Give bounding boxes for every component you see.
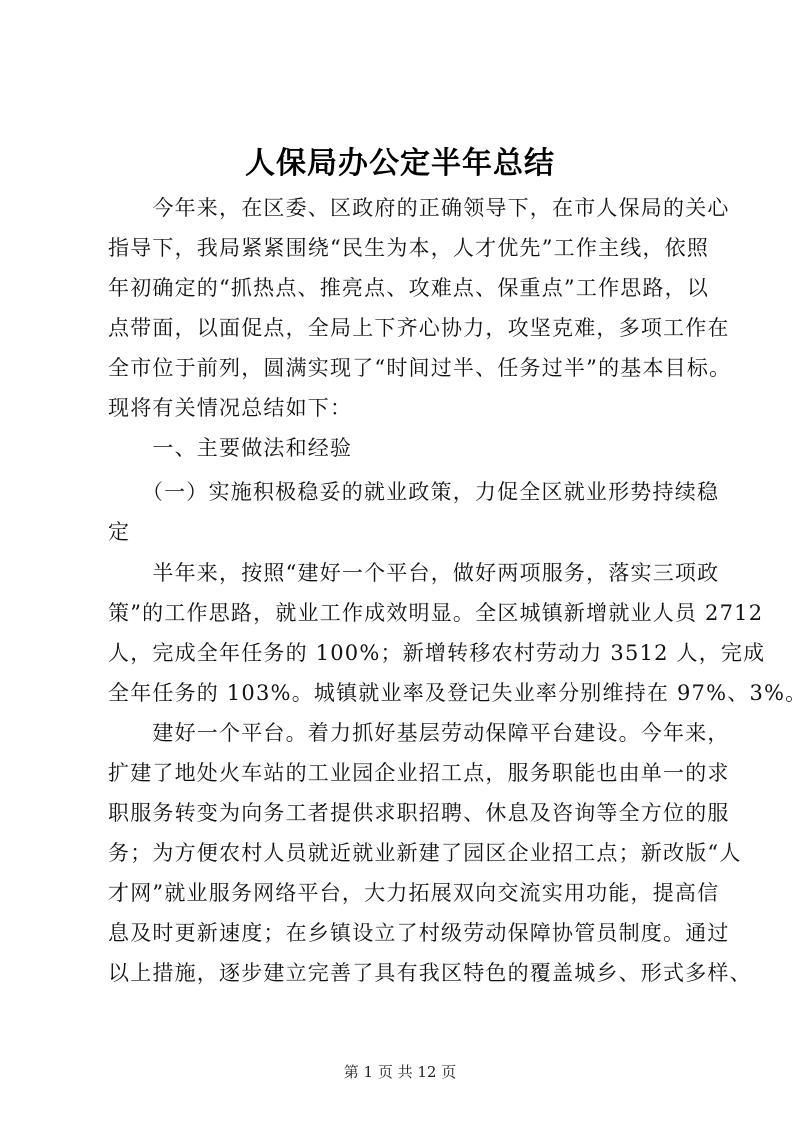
text-line: 全年任务的 103%。城镇就业率及登记失业率分别维持在 97%、3%。	[108, 681, 807, 705]
text-line: 全市位于前列，圆满实现了“时间过半、任务过半”的基本目标。	[108, 356, 732, 380]
text-line: 人，完成全年任务的 100%；新增转移农村劳动力 3512 人，完成	[108, 641, 766, 665]
page-number-footer: 第 1 页 共 12 页	[343, 1063, 457, 1081]
text-line: 年初确定的“抓热点、推亮点、攻难点、保重点”工作思路，以	[108, 276, 710, 300]
text-line: 以上措施，逐步建立完善了具有我区特色的覆盖城乡、形式多样、	[108, 961, 752, 985]
text-line: 半年来，按照“建好一个平台，做好两项服务，落实三项政	[108, 561, 720, 585]
text-line: 建好一个平台。着力抓好基层劳动保障平台建设。今年来，	[108, 721, 730, 745]
text-line: 扩建了地处火车站的工业园企业招工点，服务职能也由单一的求	[108, 761, 730, 785]
text-line: 策”的工作思路，就业工作成效明显。全区城镇新增就业人员 2712	[108, 601, 764, 625]
text-line: 职服务转变为向务工者提供求职招聘、休息及咨询等全方位的服	[108, 801, 730, 825]
subsection-heading: （一）实施积极稳妥的就业政策，力促全区就业形势持续稳	[108, 480, 720, 504]
text-line: 务；为方便农村人员就近就业新建了园区企业招工点；新改版“人	[108, 841, 742, 865]
text-line: 定	[108, 520, 131, 544]
text-line: 今年来，在区委、区政府的正确领导下，在市人保局的关心	[108, 196, 730, 220]
document-title: 人保局办公定半年总结	[245, 146, 555, 181]
text-line: 息及时更新速度；在乡镇设立了村级劳动保障协管员制度。通过	[108, 921, 730, 945]
text-line: 才网”就业服务网络平台，大力拓展双向交流实用功能，提高信	[108, 881, 720, 905]
text-line: 点带面，以面促点，全局上下齐心协力，攻坚克难，多项工作在	[108, 316, 730, 340]
text-line: 现将有关情况总结如下：	[108, 396, 353, 420]
text-line: 指导下，我局紧紧围绕“民生为本，人才优先”工作主线，依照	[108, 236, 710, 260]
section-heading: 一、主要做法和经验	[108, 436, 353, 460]
